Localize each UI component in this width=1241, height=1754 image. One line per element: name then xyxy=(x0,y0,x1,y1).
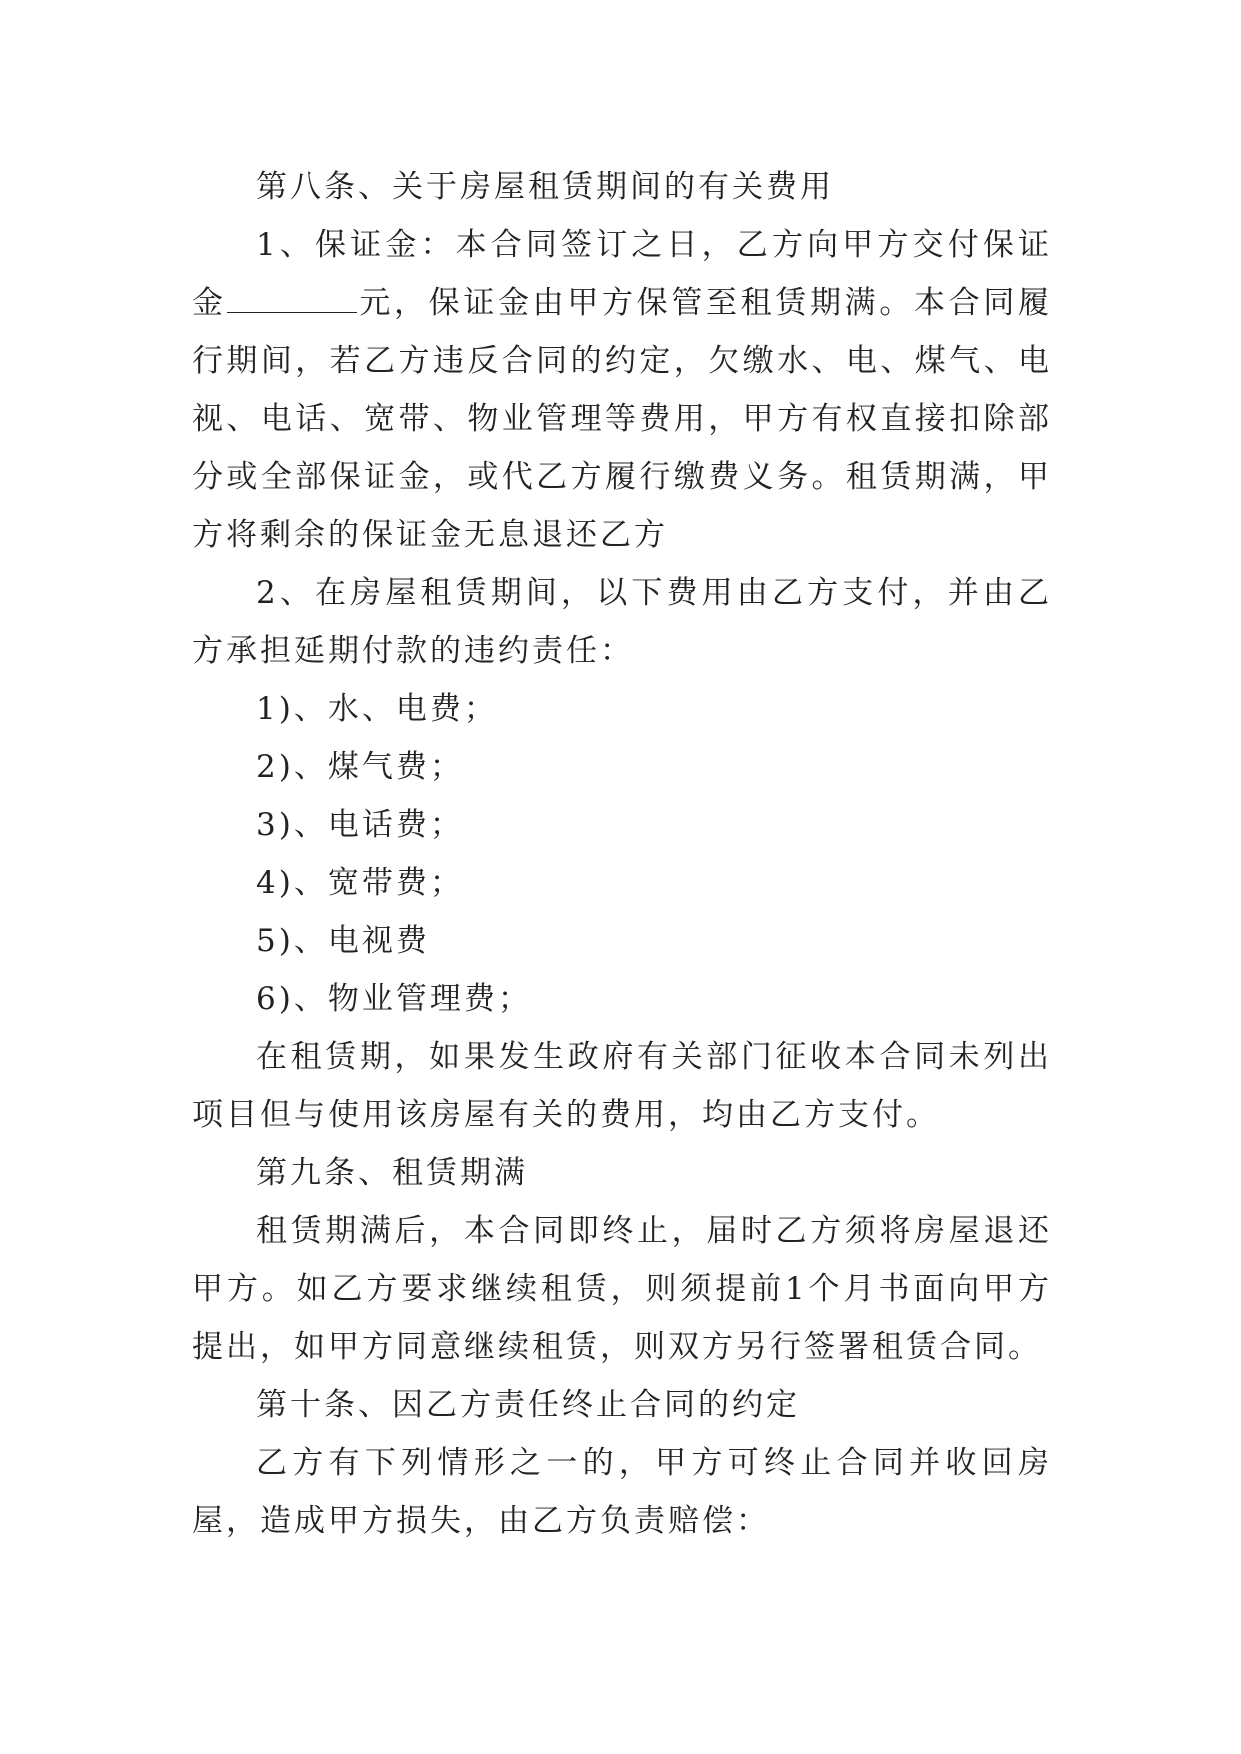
article-10-title: 第十条、因乙方责任终止合同的约定 xyxy=(256,1387,800,1423)
fee-item: 4)、宽带费； xyxy=(256,865,464,901)
fee-item: 6)、物业管理费； xyxy=(256,981,532,1017)
document-body xyxy=(192,158,1052,1550)
fee-item: 3)、电话费； xyxy=(256,807,464,843)
article-8-title: 第八条、关于房屋租赁期间的有关费用 xyxy=(256,169,834,205)
fees-intro: 2、在房屋租赁期间，以下费用由乙方支付，并由乙方承担延期付款的违约责任： xyxy=(192,575,1052,669)
deposit-amount-blank xyxy=(227,311,357,313)
fee-item: 2)、煤气费； xyxy=(256,749,464,785)
deposit-clause xyxy=(192,216,1052,564)
article-10-body: 乙方有下列情形之一的，甲方可终止合同并收回房屋，造成甲方损失，由乙方负责赔偿： xyxy=(192,1445,1052,1539)
deposit-clause-lead: 1、保证金：本合同签订之日，乙方向甲方交付保证金 xyxy=(192,227,1052,321)
deposit-clause-rest: 元，保证金由甲方保管至租赁期满。本合同履行期间，若乙方违反合同的约定，欠缴水、电、煤气、电视、电话、宽带、物业管理等费用，甲方有权直接扣除部分或全部保证金，或代乙方履行缴费义务。租赁期满，甲方将剩余的保证金无息退还乙方 xyxy=(192,285,1053,553)
article-9-body: 租赁期满后，本合同即终止，届时乙方须将房屋退还甲方。如乙方要求继续租赁，则须提前1个月书面向甲方提出，如甲方同意继续租赁，则双方另行签署租赁合同。 xyxy=(192,1213,1052,1365)
other-fees-clause: 在租赁期，如果发生政府有关部门征收本合同未列出项目但与使用该房屋有关的费用，均由乙方支付。 xyxy=(192,1039,1052,1133)
article-9-title: 第九条、租赁期满 xyxy=(256,1155,528,1191)
fee-item: 5)、电视费 xyxy=(256,923,430,959)
fee-item: 1)、水、电费； xyxy=(256,691,498,727)
